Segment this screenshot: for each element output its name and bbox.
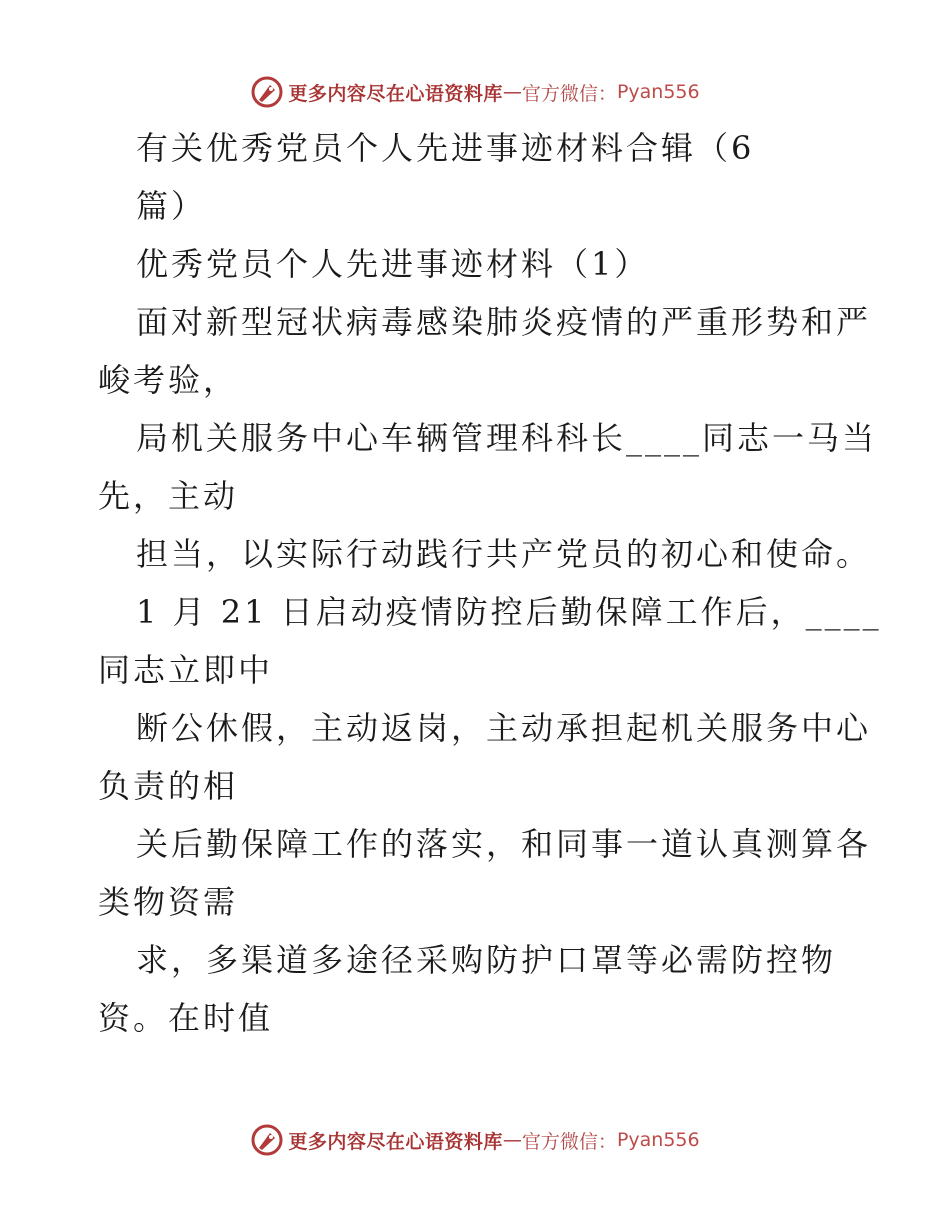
watermark-official: 官方微信：	[521, 1130, 617, 1153]
watermark-wechat-id: Pyan556	[616, 1129, 700, 1151]
watermark-dash: —	[502, 81, 522, 103]
watermark-wechat-id: Pyan556	[616, 81, 700, 103]
doc-line: 关后勤保障工作的落实，和同事一道认真测算各	[136, 825, 872, 863]
doc-line: 面对新型冠状病毒感染肺炎疫情的严重形势和严	[136, 303, 872, 341]
doc-line: 负责的相	[98, 767, 239, 805]
doc-line: 1 月 21 日启动疫情防控后勤保障工作后，____	[136, 593, 882, 631]
doc-line: 资。在时值	[98, 999, 274, 1037]
doc-subtitle: 优秀党员个人先进事迹材料（1）	[136, 245, 650, 283]
doc-line: 峻考验，	[98, 361, 239, 399]
watermark-site: 更多内容尽在心语资料库	[288, 1130, 503, 1153]
doc-line: 担当，以实际行动践行共产党员的初心和使命。	[136, 535, 872, 573]
doc-title-line-1: 有关优秀党员个人先进事迹材料合辑（6	[136, 129, 755, 167]
doc-line: 断公休假，主动返岗，主动承担起机关服务中心	[136, 709, 872, 747]
doc-line: 局机关服务中心车辆管理科科长____同志一马当	[136, 419, 878, 457]
doc-line: 求，多渠道多途径采购防护口罩等必需防控物	[136, 941, 837, 979]
doc-line: 先，主动	[98, 477, 239, 515]
pen-nib-icon	[250, 1123, 284, 1157]
doc-line: 类物资需	[98, 883, 239, 921]
doc-line: 同志立即中	[98, 651, 274, 689]
doc-title-line-2: 篇）	[136, 187, 207, 225]
footer-watermark	[0, 1122, 950, 1158]
watermark-site: 更多内容尽在心语资料库	[288, 82, 503, 105]
watermark-dash: —	[502, 1129, 522, 1151]
watermark-official: 官方微信：	[521, 82, 617, 105]
